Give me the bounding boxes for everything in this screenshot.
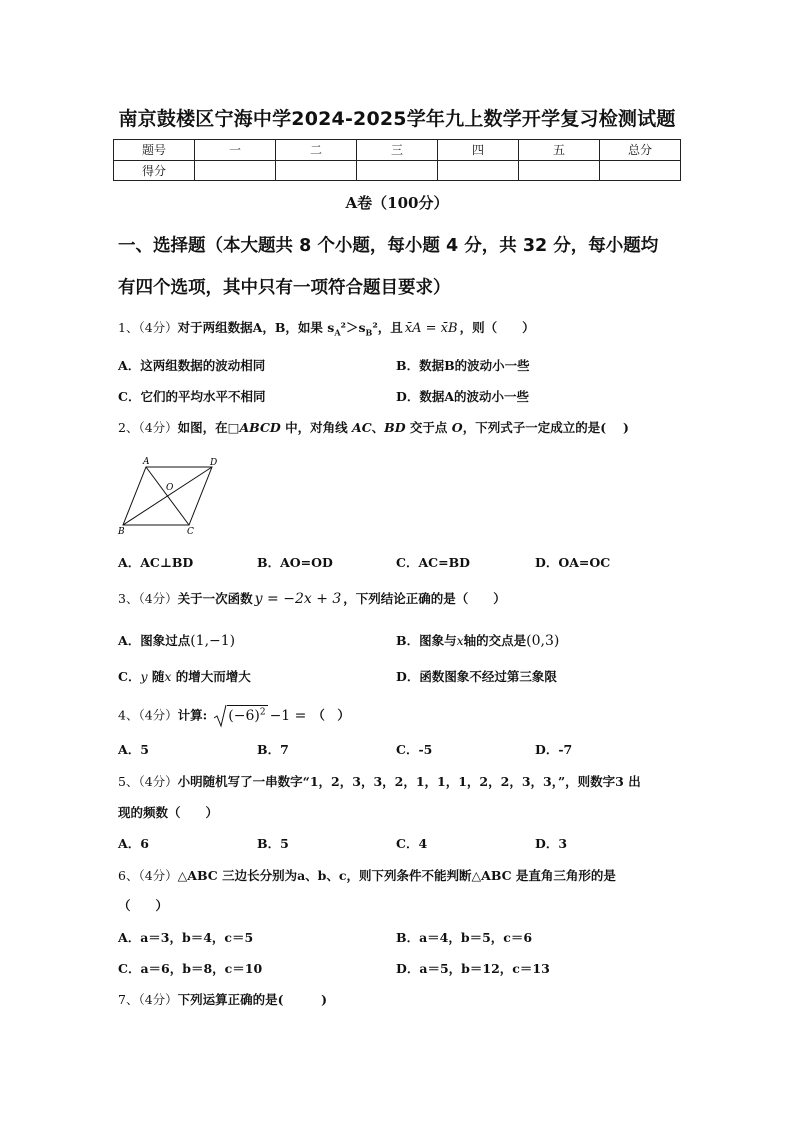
question-text-part: 如图，在	[177, 420, 228, 435]
score-table-score-row	[114, 160, 681, 181]
question-5-line1	[118, 772, 688, 790]
question-text-part: 对于两组数据A，B，如果 s	[177, 320, 335, 335]
score-entry-cell[interactable]	[195, 160, 276, 181]
radicand	[227, 705, 267, 724]
score-cell: 总分	[600, 140, 681, 161]
question-text-part: 关于一次函数	[177, 591, 253, 606]
question-text	[177, 320, 535, 338]
section-heading-line2: 有四个选项，其中只有一项符合题目要求）	[118, 278, 451, 298]
question-number: 4、（4分）	[118, 707, 178, 723]
label-o: O	[166, 483, 174, 493]
question-number: 2、（4分）	[118, 420, 178, 435]
option-text: 的增大而增大	[171, 669, 251, 684]
option-b[interactable]: B．5	[257, 836, 289, 851]
option-a[interactable]: A．6	[118, 836, 149, 851]
sqrt-expression	[213, 704, 267, 728]
option-c[interactable]: C．-5	[396, 742, 433, 757]
question-text-part: 中，对角线	[280, 420, 352, 435]
volume-title: A卷（100分）	[345, 194, 449, 212]
option-text: 随	[147, 669, 165, 684]
section-heading-line1: 一、选择题（本大题共 8 个小题，每小题 4 分，共 32 分，每小题均	[118, 236, 659, 256]
question-number: 1、（4分）	[118, 320, 178, 335]
exam-title: 南京鼓楼区宁海中学2024-2025学年九上数学开学复习检测试题	[118, 108, 676, 130]
radical-sign	[213, 704, 227, 728]
question-number: 6、（4分）	[118, 868, 178, 883]
answer-blank: （ ）	[312, 707, 350, 723]
question-4	[118, 704, 688, 728]
question-number: 7、（4分）	[118, 992, 178, 1007]
question-text-part: ，则（ ）	[459, 320, 535, 335]
score-table	[113, 139, 681, 181]
question-1	[118, 318, 688, 338]
option-text: A．图象过点	[118, 633, 191, 648]
option-text: C．	[118, 669, 141, 684]
point-o: O	[451, 420, 463, 435]
question-text	[178, 591, 506, 606]
score-entry-cell[interactable]	[600, 160, 681, 181]
score-cell: 二	[276, 140, 357, 161]
question-number: 5、（4分）	[118, 774, 178, 789]
score-cell: 三	[357, 140, 438, 161]
formula-tail: −1 =	[269, 707, 307, 724]
option-c[interactable]: C．AC=BD	[396, 555, 470, 570]
option-a[interactable]: A．a＝3，b＝4，c＝5	[118, 930, 254, 945]
score-entry-cell[interactable]	[276, 160, 357, 181]
variable-x: x	[164, 669, 172, 684]
question-text-part: 交于点	[405, 420, 452, 435]
question-text	[178, 420, 629, 435]
score-cell: 四	[438, 140, 519, 161]
option-b[interactable]: B．7	[257, 742, 289, 757]
option-d[interactable]: D．-7	[535, 742, 573, 757]
point-coordinates: (1,−1)	[190, 633, 236, 649]
question-text: 下列运算正确的是( )	[177, 992, 327, 1007]
question-text: △ABC 三边长分别为a、b、c，则下列条件不能判断△ABC 是直角三角形的是	[177, 868, 616, 883]
option-a[interactable]: A．这两组数据的波动相同	[118, 358, 266, 373]
option-d[interactable]: D．OA=OC	[535, 555, 611, 570]
score-entry-cell[interactable]	[438, 160, 519, 181]
parallelogram-figure	[116, 455, 226, 537]
question-text-part: ，下列结论正确的是（ ）	[343, 591, 506, 606]
score-entry-cell[interactable]	[357, 160, 438, 181]
option-c[interactable]: C．它们的平均水平不相同	[118, 389, 266, 404]
question-2	[118, 418, 688, 436]
subscript: B	[365, 327, 373, 338]
option-c[interactable]: C．a＝6，b＝8，c＝10	[118, 961, 263, 976]
question-6-line1	[118, 866, 688, 884]
linear-function-formula: y = −2x + 3	[254, 591, 342, 607]
score-cell: 一	[195, 140, 276, 161]
question-6-line2: （ ）	[118, 898, 169, 913]
question-text-part: ²，且	[372, 320, 403, 335]
label-a: A	[143, 457, 150, 467]
score-cell: 得分	[114, 160, 195, 181]
option-d[interactable]: D．函数图象不经过第三象限	[396, 669, 557, 684]
score-cell: 五	[519, 140, 600, 161]
option-b[interactable]: B．a＝4，b＝5，c＝6	[396, 930, 533, 945]
option-a[interactable]: A．5	[118, 742, 149, 757]
radicand-base: (−6)	[228, 707, 260, 724]
option-a[interactable]: A．AC⊥BD	[118, 555, 194, 570]
parallelogram-symbol: □ABCD	[227, 420, 281, 435]
question-5-line2: 现的频数（ ）	[118, 805, 219, 820]
segment-ac: AC	[352, 420, 372, 435]
question-text-part: 、	[371, 420, 385, 435]
option-b[interactable]: B．AO=OD	[257, 555, 333, 570]
question-text-part: ，下列式子一定成立的是( )	[462, 420, 629, 435]
point-coordinates: (0,3)	[526, 633, 560, 649]
variable-y: y	[140, 669, 148, 684]
question-3	[118, 589, 688, 607]
option-text: B．图象与	[396, 633, 457, 648]
option-d[interactable]: D．3	[535, 836, 568, 851]
variable-x: x	[456, 633, 464, 648]
score-table-header-row	[114, 140, 681, 161]
label-c: C	[187, 527, 194, 537]
option-text: 轴的交点是	[463, 633, 527, 648]
segment-bd: BD	[384, 420, 406, 435]
option-d[interactable]: D．a＝5，b＝12，c＝13	[396, 961, 550, 976]
option-b[interactable]	[396, 631, 559, 649]
question-number: 3、（4分）	[118, 591, 178, 606]
exponent: 2	[259, 706, 266, 717]
score-cell: 题号	[114, 140, 195, 161]
question-text-part: 计算:	[177, 707, 208, 723]
option-c[interactable]	[118, 667, 251, 685]
option-d[interactable]: D．数据A的波动小一些	[396, 389, 530, 404]
mean-equality-formula: x̄A = x̄B	[404, 321, 458, 336]
diagonal-bd	[123, 467, 212, 525]
option-b[interactable]: B．数据B的波动小一些	[396, 358, 530, 373]
label-b: B	[118, 527, 125, 537]
question-text: 小明随机写了一串数字“1，2，3，3，2，1，1，1，2，2，3，3，”，则数字3 出	[177, 774, 641, 789]
subscript: A	[334, 327, 341, 338]
question-text-part: ²＞s	[340, 320, 366, 335]
score-entry-cell[interactable]	[519, 160, 600, 181]
question-7	[118, 990, 688, 1008]
option-a[interactable]	[118, 631, 235, 649]
option-c[interactable]: C．4	[396, 836, 428, 851]
label-d: D	[210, 458, 218, 468]
